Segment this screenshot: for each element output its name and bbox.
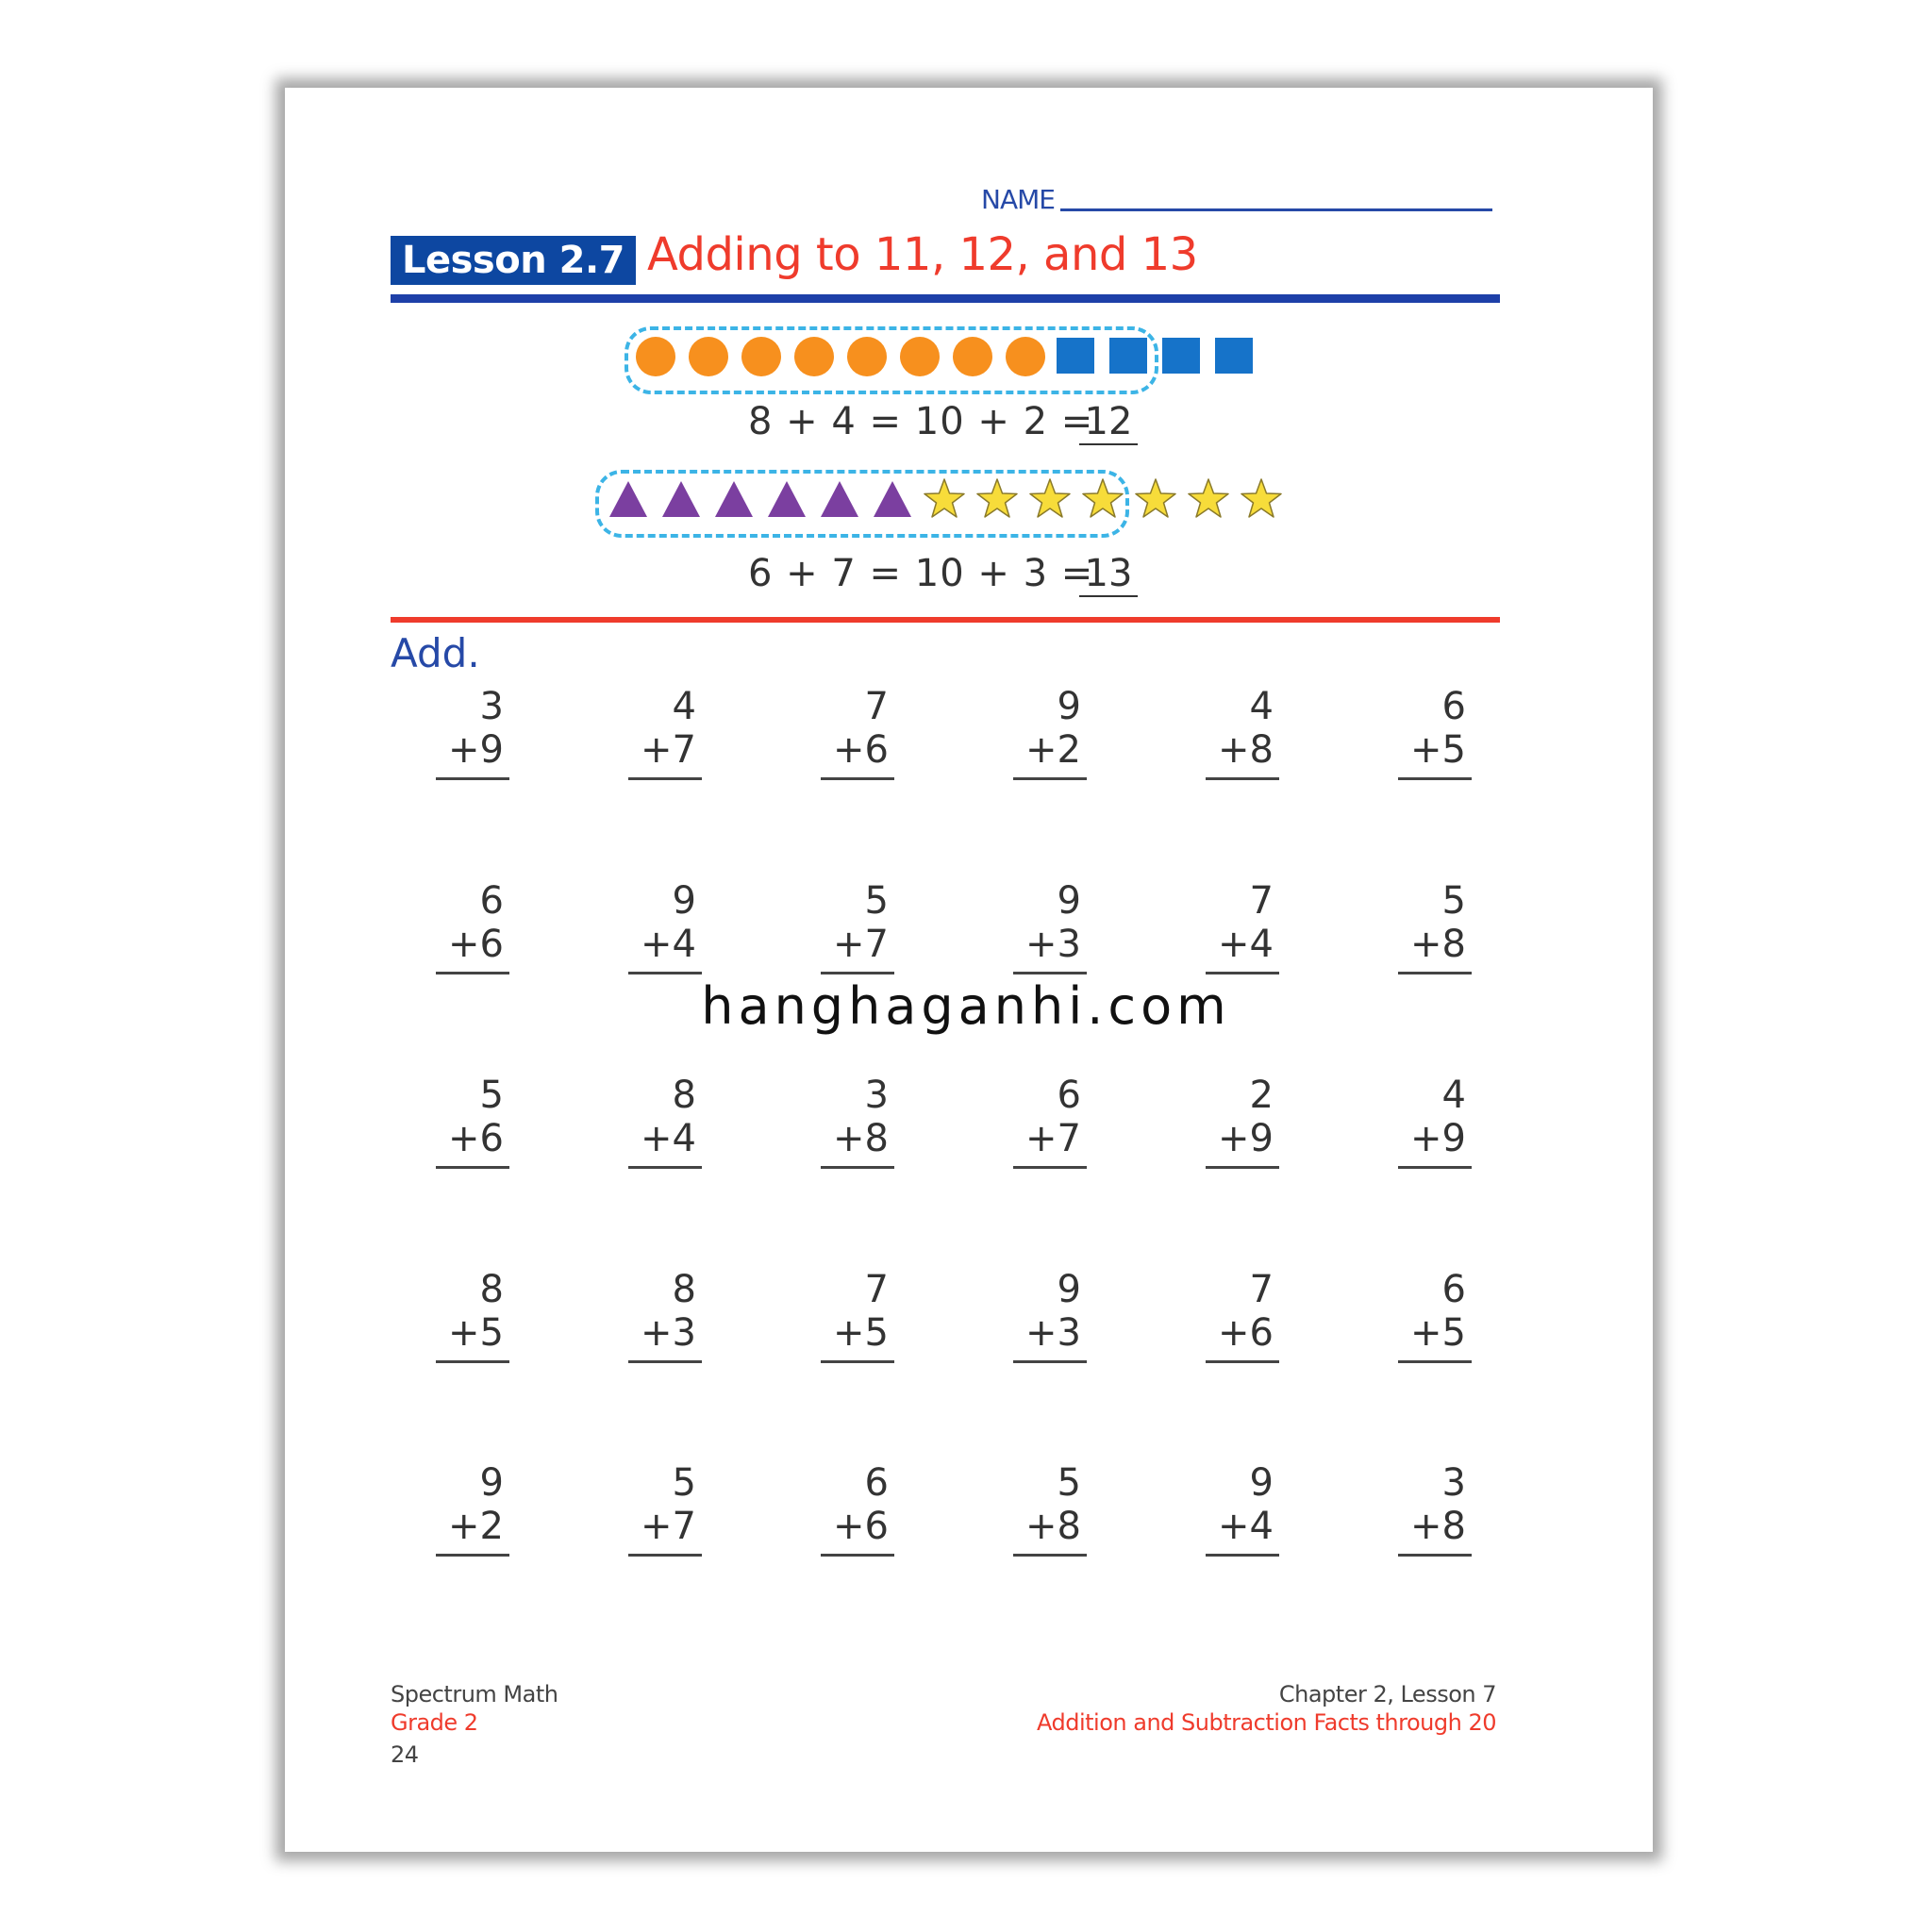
purple-triangle [608,479,649,519]
answer-line[interactable] [436,1166,509,1169]
footer-chapter: Chapter 2, Lesson 7 [1278,1681,1496,1707]
blue-square [1162,338,1200,374]
addend-top: 9 [1057,879,1081,923]
addend-top: 6 [1441,1268,1466,1311]
addend-bottom: +4 [641,923,696,966]
addition-problem [628,1268,702,1362]
addend-top: 9 [1057,685,1081,728]
answer-line[interactable] [1398,972,1472,974]
answer-line[interactable] [1013,972,1087,974]
addend-top: 9 [672,879,696,923]
addend-top: 6 [864,1461,889,1505]
answer-line[interactable] [628,972,702,974]
addition-problem [628,1074,702,1168]
orange-circle [1006,337,1045,376]
addition-problem [436,1074,509,1168]
purple-triangle [766,479,808,519]
name-field [981,177,1492,215]
addend-bottom: +4 [641,1117,696,1160]
answer-line[interactable] [1013,1166,1087,1169]
name-line[interactable] [1060,208,1492,211]
yellow-star [1081,477,1124,521]
orange-circle [847,337,887,376]
addend-bottom: +5 [833,1311,889,1355]
lesson-badge: Lesson 2.7 [391,236,636,285]
blue-square [1109,338,1147,374]
orange-circle [900,337,940,376]
addition-problem [1206,1268,1279,1362]
answer-line[interactable] [1206,1166,1279,1169]
addend-top: 2 [1249,1074,1274,1117]
blue-square [1057,338,1094,374]
addend-bottom: +8 [1218,728,1274,772]
addend-bottom: +6 [833,728,889,772]
addition-problem [1206,879,1279,974]
yellow-star [1134,477,1177,521]
addend-top: 5 [1057,1461,1081,1505]
orange-circle [741,337,781,376]
yellow-star [1240,477,1283,521]
addend-top: 5 [1441,879,1466,923]
answer-line[interactable] [821,1166,894,1169]
yellow-star [1028,477,1072,521]
addition-problem [1398,879,1472,974]
addition-problem [821,1074,894,1168]
addend-top: 4 [1441,1074,1466,1117]
answer-line[interactable] [436,777,509,780]
addition-problem [436,1268,509,1362]
addend-top: 6 [479,879,504,923]
answer-line[interactable] [1013,1360,1087,1363]
yellow-star [975,477,1019,521]
addition-problem [1206,685,1279,779]
answer-line[interactable] [821,1554,894,1557]
answer-line[interactable] [1013,1554,1087,1557]
addend-top: 8 [672,1268,696,1311]
example-2-answer: 13 [1079,552,1138,597]
addend-top: 6 [1057,1074,1081,1117]
addition-problem [628,879,702,974]
addend-top: 5 [672,1461,696,1505]
addend-bottom: +7 [641,1505,696,1548]
lesson-title: Adding to 11, 12, and 13 [647,228,1198,281]
orange-circle [794,337,834,376]
addend-bottom: +8 [833,1117,889,1160]
answer-line[interactable] [1206,1360,1279,1363]
addend-top: 7 [1249,1268,1274,1311]
addend-bottom: +6 [833,1505,889,1548]
addend-top: 3 [479,685,504,728]
footer-book-title: Spectrum Math [391,1681,558,1707]
addend-bottom: +6 [448,1117,504,1160]
addend-top: 8 [479,1268,504,1311]
addend-bottom: +9 [448,728,504,772]
addition-problem [1398,685,1472,779]
addend-bottom: +7 [1025,1117,1081,1160]
addend-bottom: +7 [833,923,889,966]
addend-top: 9 [1249,1461,1274,1505]
addition-problem [436,879,509,974]
answer-line[interactable] [1013,777,1087,780]
answer-line[interactable] [1206,972,1279,974]
addition-problem [1398,1461,1472,1556]
addition-problem [1013,1461,1087,1556]
addend-bottom: +6 [448,923,504,966]
addend-bottom: +3 [641,1311,696,1355]
purple-triangle [660,479,702,519]
orange-circle [953,337,992,376]
addend-bottom: +3 [1025,1311,1081,1355]
example-2-equation: 6 + 7 = 10 + 3 = [748,552,1094,595]
addition-problem [821,1268,894,1362]
addend-bottom: +4 [1218,1505,1274,1548]
footer-topic: Addition and Subtraction Facts through 20 [1037,1709,1496,1736]
addend-bottom: +4 [1218,923,1274,966]
addition-problem [436,685,509,779]
footer-page-number: 24 [391,1741,419,1768]
addition-problem [436,1461,509,1556]
addition-problem [628,1461,702,1556]
addition-problem [821,879,894,974]
addition-problem [1013,1074,1087,1168]
addition-problem [1206,1074,1279,1168]
addend-top: 4 [672,685,696,728]
yellow-star [1187,477,1230,521]
addend-top: 8 [672,1074,696,1117]
addend-bottom: +5 [448,1311,504,1355]
purple-triangle [713,479,755,519]
addend-top: 7 [1249,879,1274,923]
addition-problem [1013,685,1087,779]
blue-square [1215,338,1253,374]
answer-line[interactable] [628,1360,702,1363]
addend-bottom: +5 [1410,728,1466,772]
addend-top: 3 [1441,1461,1466,1505]
yellow-star [923,477,966,521]
watermark: hanghaganhi.com [701,976,1231,1036]
addend-bottom: +9 [1218,1117,1274,1160]
answer-line[interactable] [628,1554,702,1557]
addend-bottom: +2 [448,1505,504,1548]
addend-bottom: +2 [1025,728,1081,772]
addend-top: 9 [479,1461,504,1505]
addend-bottom: +8 [1410,1505,1466,1548]
section-rule [391,617,1500,623]
addend-bottom: +8 [1410,923,1466,966]
answer-line[interactable] [1206,777,1279,780]
addition-problem [1013,879,1087,974]
answer-line[interactable] [1206,1554,1279,1557]
addition-problem [1013,1268,1087,1362]
answer-line[interactable] [628,777,702,780]
answer-line[interactable] [1398,1360,1472,1363]
addition-problem [1398,1268,1472,1362]
answer-line[interactable] [628,1166,702,1169]
addend-top: 4 [1249,685,1274,728]
addend-top: 6 [1441,685,1466,728]
footer-grade: Grade 2 [391,1709,478,1736]
answer-line[interactable] [1398,777,1472,780]
orange-circle [636,337,675,376]
addition-problem [1206,1461,1279,1556]
addition-problem [1398,1074,1472,1168]
addend-bottom: +3 [1025,923,1081,966]
header-rule [391,294,1500,303]
addend-top: 5 [864,879,889,923]
name-label: NAME [981,184,1055,215]
answer-line[interactable] [436,1360,509,1363]
addend-bottom: +8 [1025,1505,1081,1548]
answer-line[interactable] [436,1554,509,1557]
addend-top: 3 [864,1074,889,1117]
purple-triangle [819,479,860,519]
orange-circle [689,337,728,376]
example-1-answer: 12 [1079,400,1138,445]
addend-top: 7 [864,685,889,728]
example-1-equation: 8 + 4 = 10 + 2 = [748,400,1094,443]
instruction-label: Add. [391,630,480,676]
addition-problem [628,685,702,779]
answer-line[interactable] [436,972,509,974]
answer-line[interactable] [821,972,894,974]
addend-bottom: +9 [1410,1117,1466,1160]
answer-line[interactable] [821,777,894,780]
answer-line[interactable] [821,1360,894,1363]
addition-problem [821,685,894,779]
answer-line[interactable] [1398,1166,1472,1169]
addend-bottom: +5 [1410,1311,1466,1355]
purple-triangle [872,479,913,519]
answer-line[interactable] [1398,1554,1472,1557]
addend-bottom: +7 [641,728,696,772]
addend-top: 7 [864,1268,889,1311]
addend-top: 5 [479,1074,504,1117]
addition-problem [821,1461,894,1556]
addend-top: 9 [1057,1268,1081,1311]
addend-bottom: +6 [1218,1311,1274,1355]
